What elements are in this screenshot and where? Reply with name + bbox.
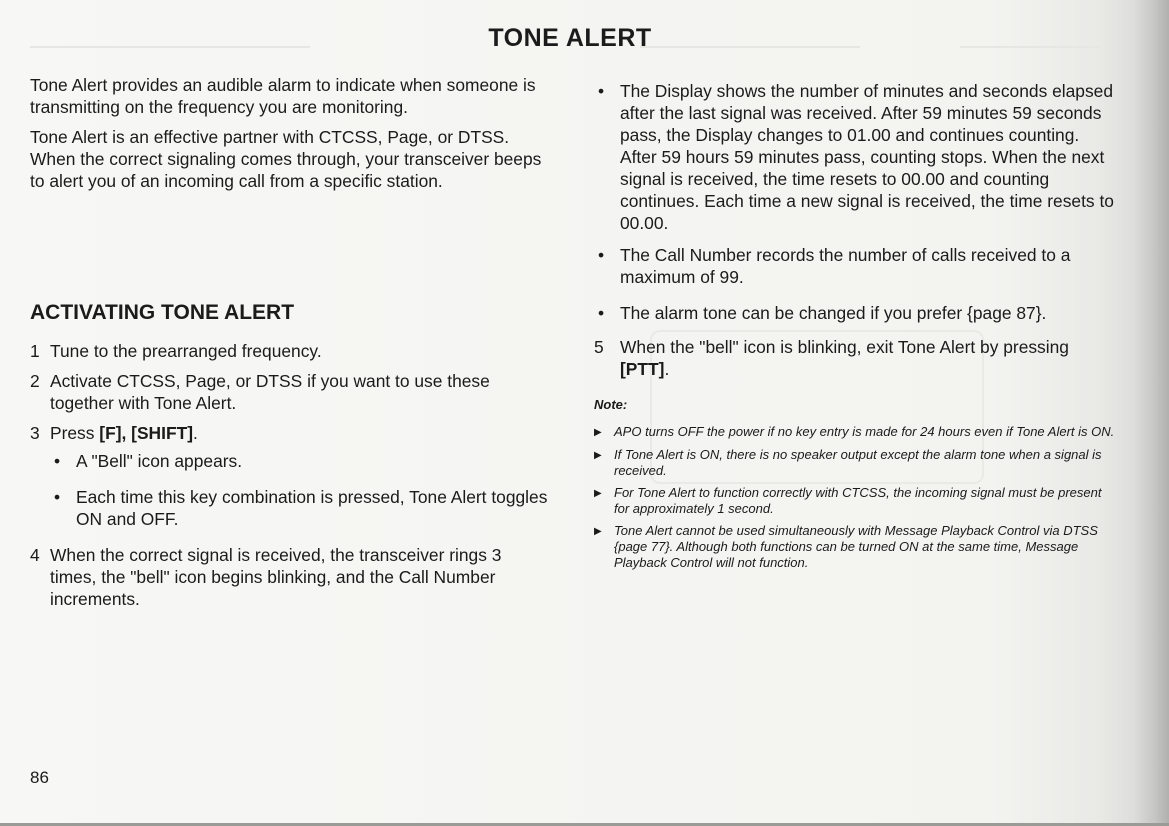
bullet-item — [50, 450, 550, 472]
step-number: 2 — [30, 371, 40, 391]
note-item — [594, 447, 1119, 479]
binding-shadow — [1133, 0, 1169, 826]
step-text: . — [192, 423, 198, 443]
step-number: 3 — [30, 423, 40, 443]
bullet-text: Each time this key combination is pressed, Tone Alert toggles ON and OFF. — [76, 487, 548, 529]
step-number: 5 — [594, 337, 604, 357]
bullet-dot-icon: • — [598, 245, 605, 265]
key-label: [F], [SHIFT] — [99, 423, 193, 443]
page-number: 86 — [30, 768, 49, 787]
intro-paragraph: Tone Alert is an effective partner with CTCSS, Page, or DTSS. When the correct signaling comes through, your transceiver beeps to alert you of an incoming call from a specific station. — [30, 127, 542, 191]
triangle-bullet-icon: ▶ — [594, 488, 602, 499]
intro-paragraph: Tone Alert provides an audible alarm to indicate when someone is transmitting on the frequency you are monitoring. — [30, 75, 536, 117]
bullet-item — [50, 486, 550, 530]
step-number: 4 — [30, 545, 40, 565]
bullet-dot-icon: • — [598, 81, 605, 101]
bullet-dot-icon: • — [54, 487, 61, 507]
bullet-item — [594, 80, 1119, 234]
step-item — [30, 340, 550, 362]
step-text: . — [664, 359, 670, 379]
step-text: When the "bell" icon is blinking, exit Tone Alert by pressing — [620, 337, 1069, 357]
triangle-bullet-icon: ▶ — [594, 450, 602, 461]
bullet-dot-icon: • — [598, 303, 605, 323]
bullet-item — [594, 244, 1119, 288]
step-item — [30, 370, 550, 414]
triangle-bullet-icon: ▶ — [594, 526, 602, 537]
step-text: Tune to the prearranged frequency. — [50, 341, 322, 361]
note-label: Note: — [594, 397, 628, 412]
note-text: For Tone Alert to function correctly with CTCSS, the incoming signal must be present for approximately 1 second. — [614, 485, 1102, 516]
step-body — [620, 336, 1119, 380]
note-item — [594, 523, 1119, 571]
step-text: Press — [50, 423, 100, 443]
step-text: Activate CTCSS, Page, or DTSS if you want to use these together with Tone Alert. — [50, 371, 490, 413]
bullet-text: The alarm tone can be changed if you prefer {page 87}. — [620, 303, 1047, 323]
step-body — [50, 422, 550, 530]
bullet-text: The Call Number records the number of calls received to a maximum of 99. — [620, 245, 1071, 287]
key-label: [PTT] — [620, 359, 665, 379]
step-number: 1 — [30, 341, 40, 361]
note-text: APO turns OFF the power if no key entry is made for 24 hours even if Tone Alert is ON. — [614, 424, 1115, 439]
bullet-text: The Display shows the number of minutes and seconds elapsed after the last signal was received. After 59 minutes 59 seconds pass, the Display changes to 01.00 and continues counting. After 59 hours 59 minutes pass, counting stops. When the next signal is received, the time resets to 00.00 and counting continues. Each time a new signal is received, the time resets to 00.00. — [620, 81, 1114, 233]
note-item — [594, 485, 1119, 517]
step-text: When the correct signal is received, the transceiver rings 3 times, the "bell" icon begins blinking, and the Call Number increments. — [50, 545, 502, 609]
note-text: Tone Alert cannot be used simultaneously with Message Playback Control via DTSS {page 77}. Although both functions can be turned ON at the same time, Message Playback Control will not function. — [614, 523, 1098, 570]
triangle-bullet-icon: ▶ — [594, 427, 602, 438]
bullet-item — [594, 302, 1119, 324]
section-heading: ACTIVATING TONE ALERT — [30, 301, 295, 324]
page-title: TONE ALERT — [488, 24, 652, 52]
left-column — [30, 74, 550, 609]
bullet-dot-icon: • — [54, 451, 61, 471]
steps-list — [30, 340, 550, 618]
right-column — [594, 80, 1119, 577]
step-item — [594, 336, 1119, 380]
step-item — [30, 544, 550, 610]
step-item — [30, 422, 550, 530]
bullet-text: A "Bell" icon appears. — [76, 451, 243, 471]
note-text: If Tone Alert is ON, there is no speaker output except the alarm tone when a signal is received. — [614, 447, 1102, 478]
note-item — [594, 424, 1119, 441]
